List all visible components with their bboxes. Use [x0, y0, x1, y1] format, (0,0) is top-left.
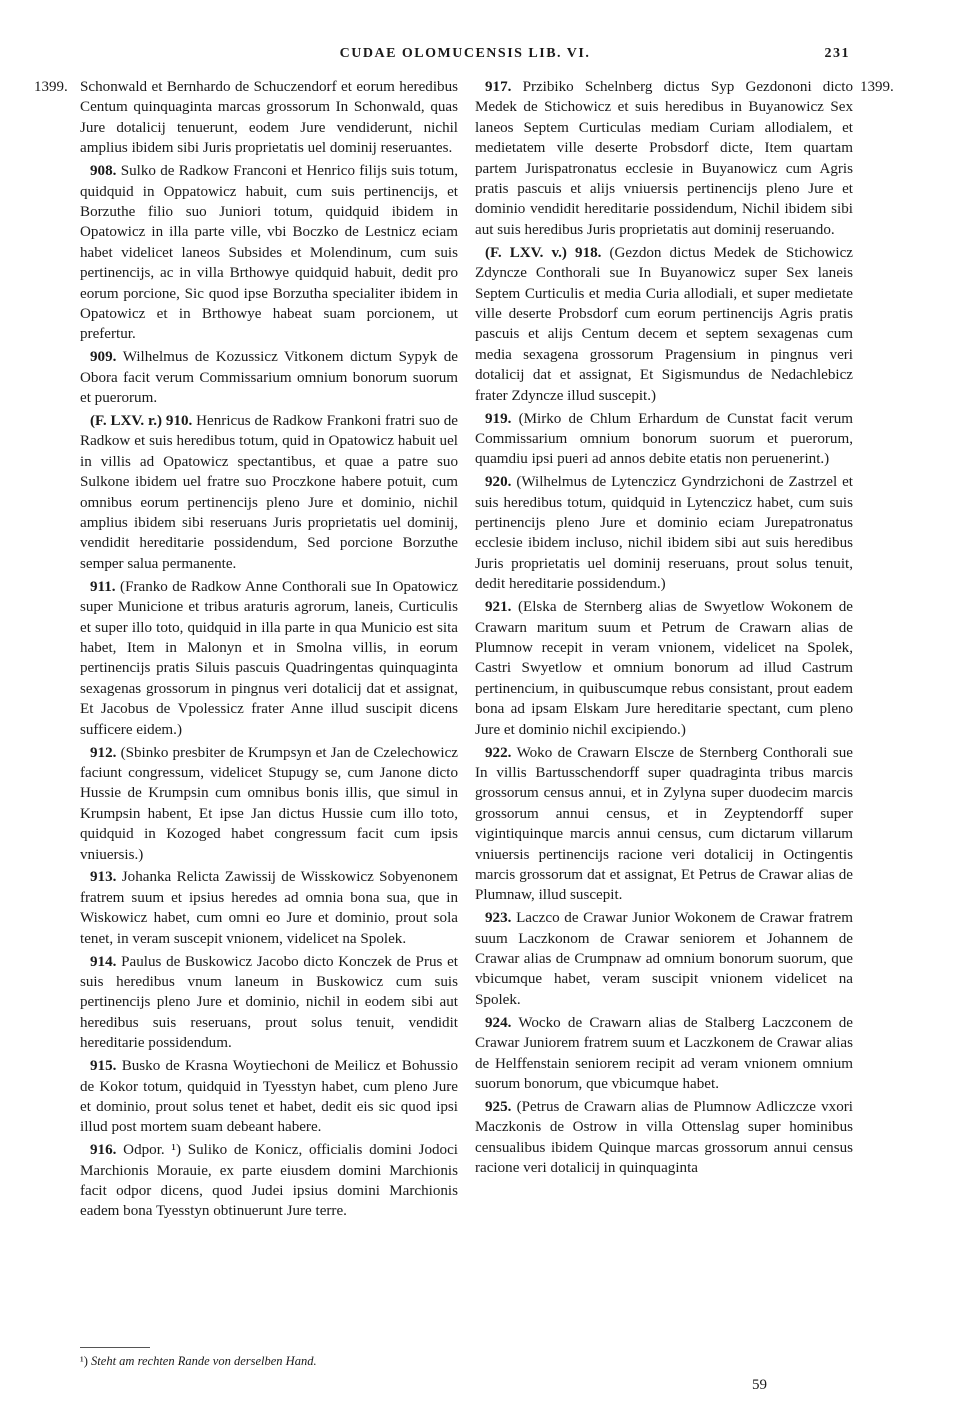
entry-text: Paulus de Buskowicz Jacobo dicto Konczek de Prus et suis heredibus vnum laneum in Buskowicz cum suis pertinencijs pleno Jure et dominio, nichil in eodem sibi aut heredibus suis reseruans, prout solus tenuit, vendidit hereditarie possidendum.: [80, 953, 458, 1052]
entry-text: (Wilhelmus de Lytenczicz Gyndrzichoni de Zastrzel et suis heredibus totum, quidquid in Lytenczicz habet, cum suis pertinencijs pleno Jure et dominio eciam Jurepatronatus ecclesie ibidem incluso, nichil ibidem sibi aut suis heredibus Juris proprietatis uel dominij reseruans, prout solus tenuit, dedit hereditarie possidendum.): [475, 474, 853, 593]
paragraph: [80, 952, 458, 1054]
entry-text: Przibiko Schelnberg dictus Syp Gezdononi dicto Medek de Stichowicz et suis heredibus in Buyanowicz Sex laneos Septem Curticulas mediam Curiam allodialem, et medietatem ville deserte Probsdorf dicte, Item quartam partem Jurispatronatus ecclesie in Buyanowicz cum Agris pratis pascuis et alijs vniuersis pertinencijs pleno Jure et dominio vendidit hereditarie possidendum, Nichil ibidem sibi aut suis heredibus Juris proprietatis aut dominij reseruando.: [475, 79, 853, 238]
entry-number: 925.: [485, 1098, 512, 1115]
entry-text: Busko de Krasna Woytiechoni de Meilicz et Bohussio de Kokor totum, quidquid in Tyesstyn habet, cum pleno Jure et dominio, prout solus tenet et habet, dedit eis sic quod ipsi illud post mortem suam debeant habere.: [80, 1058, 458, 1136]
entry-number: 915.: [90, 1058, 117, 1075]
entry-text: (Sbinko presbiter de Krumpsyn et Jan de Czelechowicz faciunt congressum, videlicet Stupugy se, cum Janone dicto Hussie de Krumpsin cum omnibus bonis illis, que simul in Krumpsin habent, Et ipse Jan dictus Hussie cum illo toto, quidquid in Kozoged habet congressum facit cum ipsis vniuersis.): [80, 744, 458, 863]
entry-text: Woko de Crawarn Elscze de Sternberg Conthorali sue In villis Bartusschendorff super quadraginta tribus marcis grossorum census annui, et in Zylyna super duodecim marcis grossorum annui census, et in Zeyptendorff super vigintiquinque marcis annui census, cum dictarum villarum vniuersis pertinencijs racione veri dotalicij in Octingentis marcis grossorum dat et assignat, Et Petrus de Crawar alias de Plumnaw, illud suscepit.: [475, 744, 853, 904]
paragraph: [475, 1097, 853, 1179]
entry-text: Wilhelmus de Kozussicz Vitkonem dictum Sypyk de Obora facit verum Commissarium omnium bonorum suorum et puerorum.: [80, 349, 458, 407]
entry-number: 924.: [485, 1014, 512, 1031]
paragraph: [475, 409, 853, 470]
entry-text: (Franko de Radkow Anne Conthorali sue In Opatowicz super Municione et tribus araturis agrorum, laneis, Curticulis et super illo toto, quidquid in illa parte in qua Municio est sita habet, Item in Malonyn et in Smolna villis, in eorum pertinencijs pratis Siluis pascuis Quadringentas quinquaginta sexagenas grossorum in pingnus veri dotalicij dat et assignat, Et Jacobus de Vpolessicz frater Anne illud suscipit dicens sufficere eidem.): [80, 578, 458, 738]
paragraph: [80, 1140, 458, 1222]
paragraph: [80, 161, 458, 345]
paragraph: [475, 908, 853, 1010]
entry-text: Johanka Relicta Zawissij de Wisskowicz Sobyenonem fratrem suum et ipsius heredes ad omnia bona sua, que in Wiskowicz habet, cum omni eo Jure et dominio, prout sola tenet, in veram suscepit vnionem, videlicet na Spolek.: [80, 869, 458, 947]
paragraph: [80, 743, 458, 865]
entry-text: (Elska de Sternberg alias de Swyetlow Wokonem de Crawarn maritum suum et Petrum de Crawarn alias de Plumnow recepit in veram vnionem, videlicet na Spolek, Castri Swyetlow et omnium bonorum ad illud Castrum pertinencium, in quibuscumque rebus consistant, prout eadem bona ad ipsam Elskam Jure hereditarie spectant, cum pleno Jure et dominio nichil excipiendo.): [475, 599, 853, 738]
header-title: CUDAE OLOMUCENSIS LIB. VI.: [339, 46, 591, 61]
paragraph: [475, 743, 853, 906]
entry-number: 914.: [90, 953, 117, 970]
footnote-text: Steht am rechten Rande von derselben Hand.: [91, 1354, 317, 1368]
entry-text: Henricus de Radkow Frankoni fratri suo de Radkow et suis heredibus totum, quid in Opatowicz habuit uel in villis ad Opatowicz spectantibus, et quae a patre suo Sulkone ibidem uel fratre suo Proczkone habere potuit, cum omnibus eorum pertinencijs pleno Jure et dominio, nichil amplius ibidem sibi reseruans Juris proprietatis uel dominij, vendidit hereditarie possidendum, Sed porcione Borzuthe semper salua permanente.: [80, 413, 458, 572]
entry-text: Schonwald et Bernhardo de Schuczendorf et eorum heredibus Centum quinquaginta marcas grossorum In Schonwald, quas Jure dotalicij tenuerunt, eodem Jure vendiderunt, nichil amplius ibidem sibi Juris proprietatis uel dominij reseruantes.: [80, 79, 458, 157]
running-header: [80, 46, 850, 66]
entry-number: 913.: [90, 869, 117, 886]
paragraph: [80, 77, 458, 159]
entry-text: (Petrus de Crawarn alias de Plumnow Adliczcze vxori Maczkonis de Ostrow in villa Ottenslag super hominibus censualibus ibidem Quinque marcas grossorum annui census racione veri dotalicij in quinquaginta: [475, 1098, 853, 1177]
entry-number: 920.: [485, 474, 512, 491]
signature-mark: 59: [752, 1377, 767, 1393]
footnote-rule: [80, 1347, 150, 1348]
entry-number: 919.: [485, 410, 512, 427]
paragraph: [475, 472, 853, 594]
paragraph: [80, 347, 458, 408]
entry-number: 916.: [90, 1142, 117, 1159]
entry-text: Odpor. ¹) Suliko de Konicz, officialis domini Jodoci Marchionis Morauie, ex parte eiusdem domini Marchionis facit odpor dicens, quod Judei ipsius domini Marchionis eadem bona Tyesstyn obtinuerunt Jure terre.: [80, 1142, 458, 1220]
entry-number: 909.: [90, 349, 117, 366]
entry-number: 922.: [485, 744, 512, 761]
entry-number: 908.: [90, 163, 117, 180]
paragraph: [475, 77, 853, 240]
paragraph: [80, 411, 458, 574]
entry-number: 923.: [485, 910, 512, 927]
paragraph: [80, 1056, 458, 1138]
footnote-mark: ¹): [80, 1354, 88, 1368]
paragraph: [475, 243, 853, 406]
entry-number: (F. LXV. r.) 910.: [90, 413, 193, 429]
entry-text: (Gezdon dictus Medek de Stichowicz Zdyncze Conthorali sue In Buyanowicz super Sex laneis Septem Curticulis et media Curia allodiali, et super medietate ville deserte Probsdorf cum eorum pertinencijs Agris pratis pascuis et alijs Centum decem et septem sexagenas cum media sexagena grossorum Pragensium in pingnus veri dotalicij dat et assignat, Et Sigismundus de Nedachlebicz frater Zdyncze illud suscepit.): [475, 244, 853, 404]
entry-text: Laczco de Crawar Junior Wokonem de Crawar fratrem suum Laczkonom de Crawar seniorem et Johannem de Crawar alias de Crumpnaw ad omnium bonorum suorum, que vbicumque habet, veram suscipit vnionem videlicet na Spolek.: [475, 910, 853, 1008]
entry-number: 912.: [90, 744, 117, 761]
margin-year-right: 1399.: [860, 79, 894, 95]
footnote: [80, 1354, 580, 1369]
paragraph: [80, 867, 458, 949]
entry-number: (F. LXV. v.) 918.: [485, 244, 602, 261]
paragraph: [475, 1013, 853, 1095]
right-column: [475, 77, 853, 1181]
page-number: 231: [824, 46, 850, 61]
entry-text: Wocko de Crawarn alias de Stalberg Laczconem de Crawar Juniorem fratrem suum et Laczkonem de Crawar alias de Helffenstain seniorem recipit ad veram vnionem omnium suorum bonorum, que vbicumque habet.: [475, 1014, 853, 1092]
entry-text: (Mirko de Chlum Erhardum de Cunstat facit verum Commissarium omnium bonorum suorum et puerorum, quamdiu ipsi pueri ad annos debite etatis non peruenerint.): [475, 410, 853, 468]
margin-year-left: 1399.: [34, 79, 68, 95]
entry-number: 917.: [485, 79, 512, 95]
entry-number: 911.: [90, 578, 116, 595]
paragraph: [475, 597, 853, 740]
paragraph: [80, 577, 458, 740]
entry-number: 921.: [485, 599, 512, 616]
left-column: [80, 77, 458, 1224]
entry-text: Sulko de Radkow Franconi et Henrico filijs suis totum, quidquid in Oppatowicz habuit, cum suis pertinencijs, et Borzuthe filio suo Juniori totum, quidquid ibidem in Opatowicz in illa parte ville, vbi Boczko de Lestnicz eciam habet videlicet laneos Subsides et Molendinum, cum suis pertinencijs, ac in villa Brthowye quidquid habuit, dedit pro eorum porcione, Sic quod ipse Borzutha specialiter ibidem in Opatowicz et in Brthowye habeat suam porcionem, ut prefertur.: [80, 163, 458, 343]
